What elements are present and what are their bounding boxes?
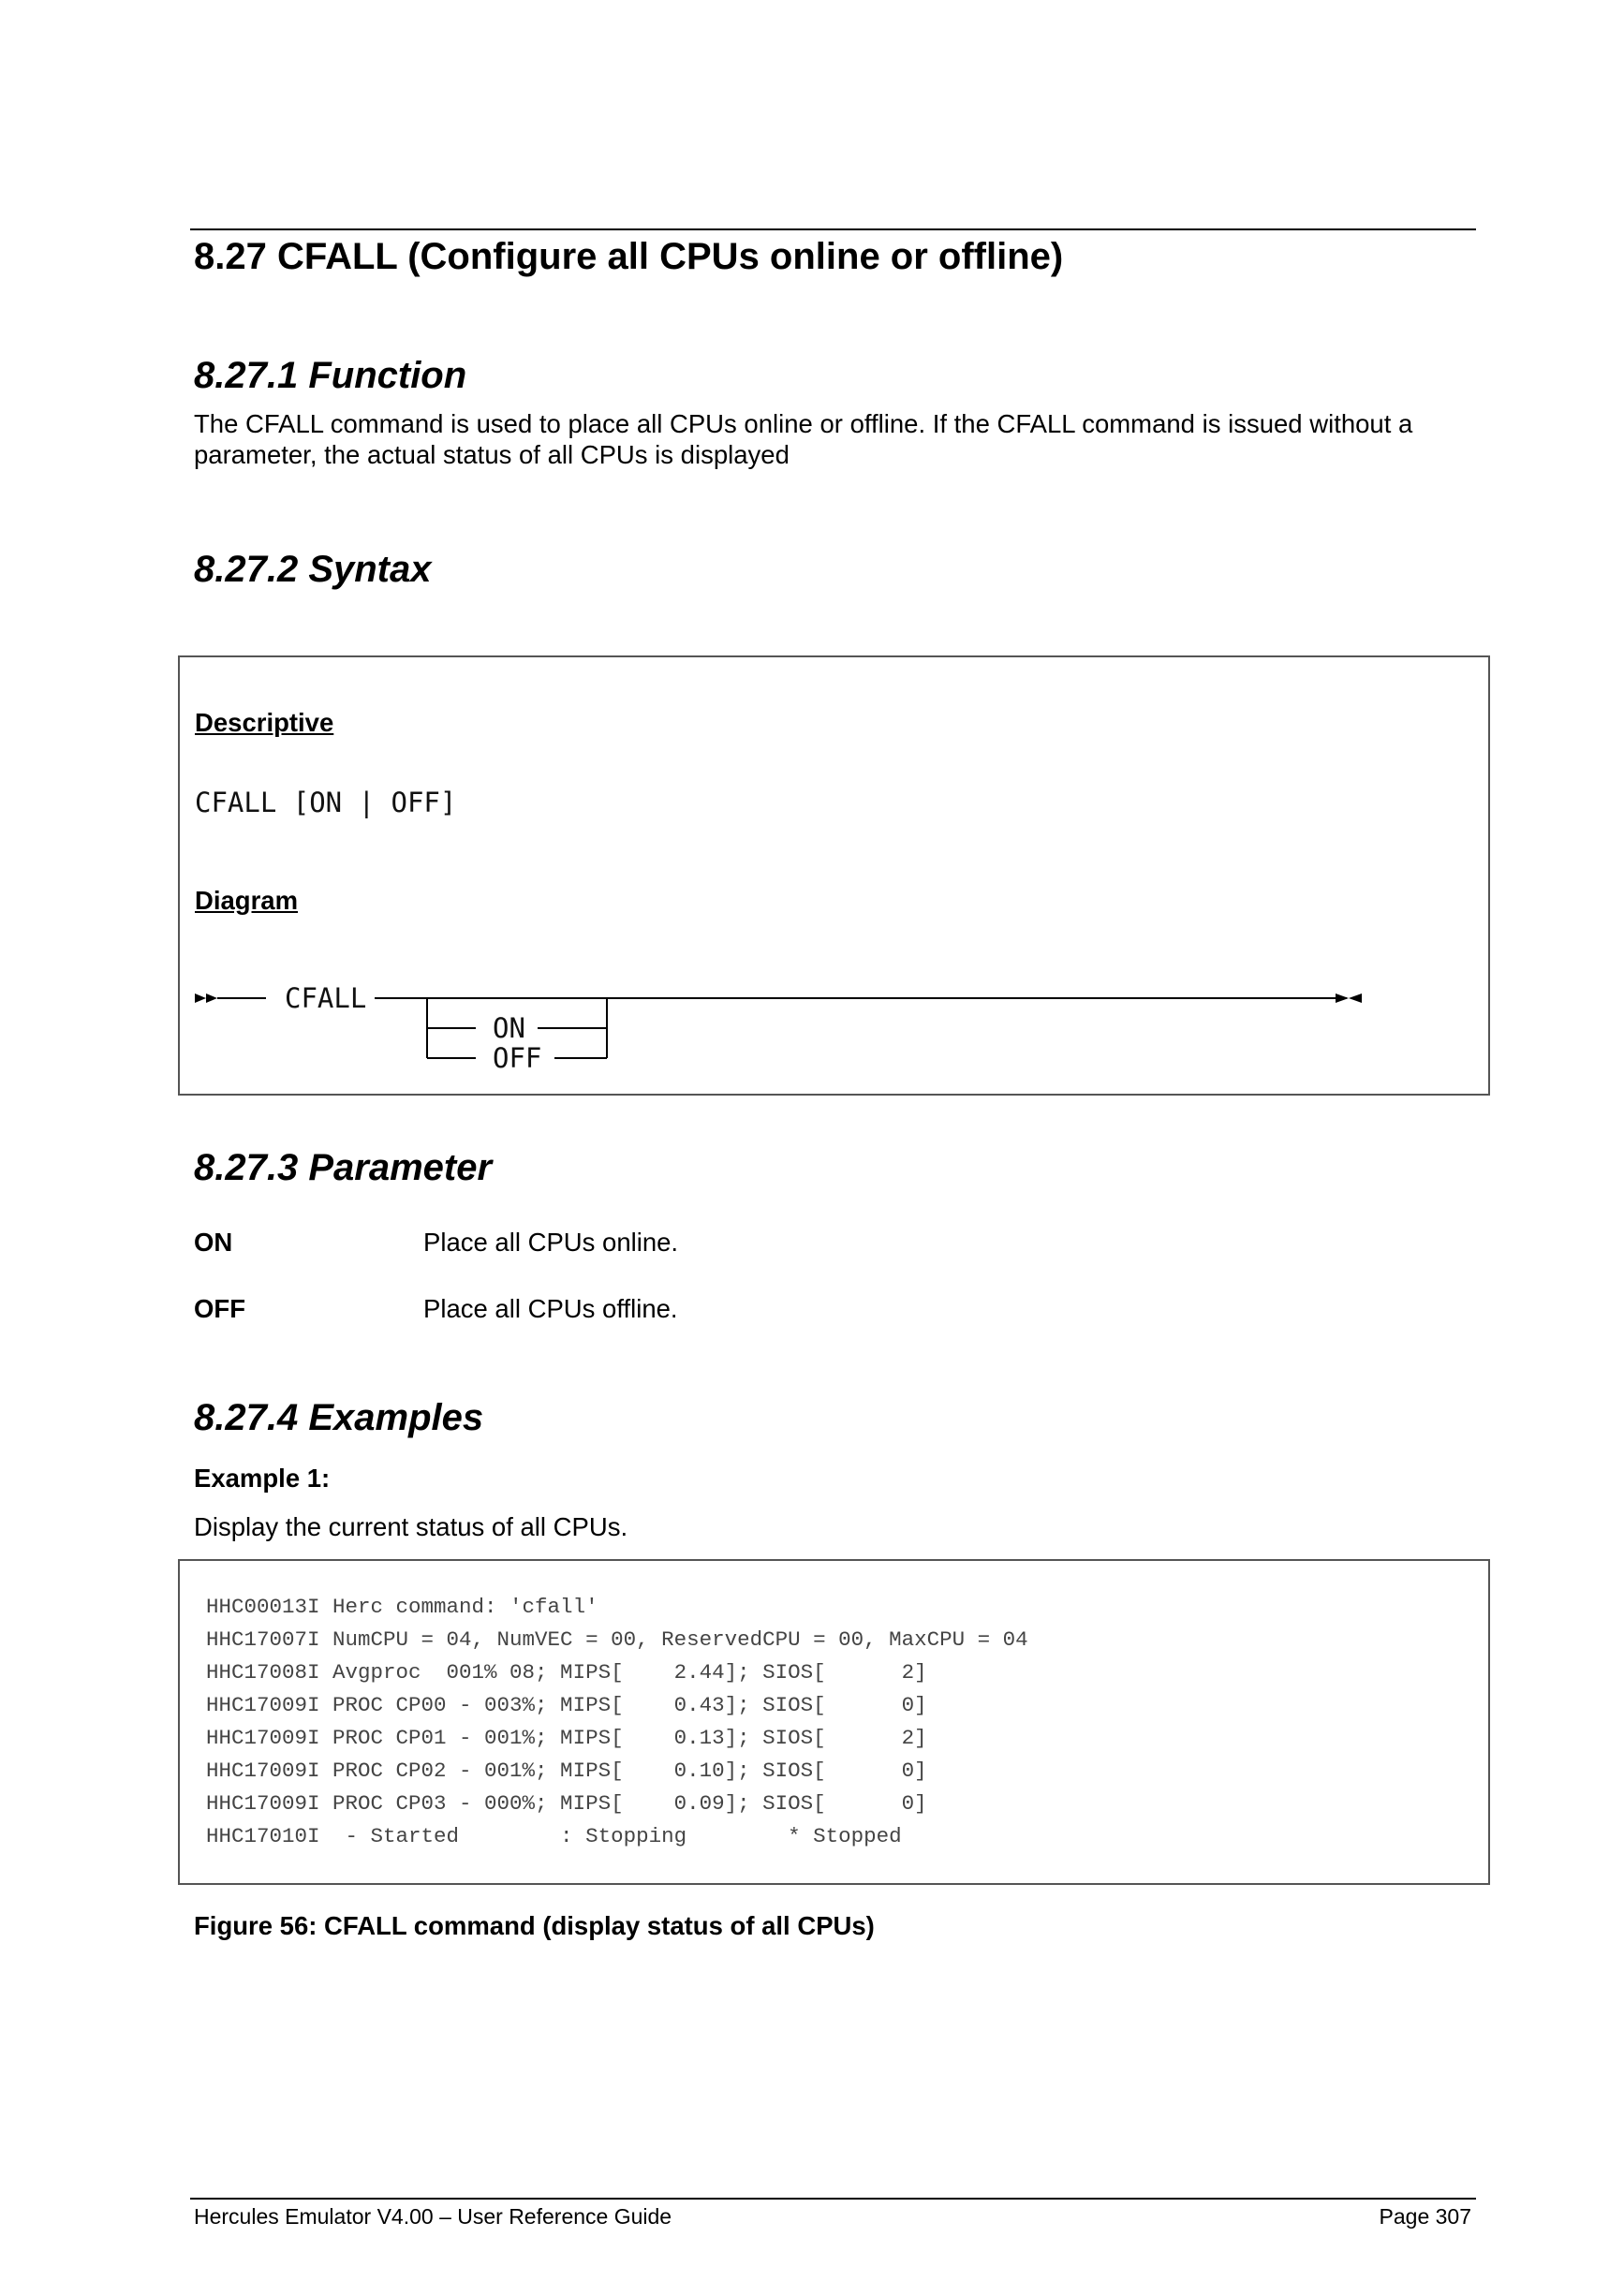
- examples-heading: 8.27.4 Examples: [194, 1397, 484, 1438]
- syntax-heading: 8.27.2 Syntax: [194, 549, 432, 590]
- example1-label: Example 1:: [194, 1464, 331, 1493]
- end-arrow-icon: [1336, 993, 1349, 1003]
- start-arrow-icon: [195, 993, 206, 1003]
- section-title: 8.27 CFALL (Configure all CPUs online or offline): [194, 236, 1064, 277]
- console-line: HHC17008I Avgproc 001% 08; MIPS[ 2.44]; SIOS[ 2]: [206, 1660, 927, 1685]
- function-text: The CFALL command is used to place all CPUs online or offline. If the CFALL command is issued without a parameter, the actual status of all CPUs is displayed: [194, 409, 1413, 469]
- function-heading: 8.27.1 Function: [194, 355, 467, 396]
- diagram-option-off: OFF: [493, 1042, 542, 1074]
- parameter-on-description: Place all CPUs online.: [423, 1228, 679, 1257]
- parameter-on-name: ON: [194, 1228, 233, 1257]
- console-line: HHC17009I PROC CP03 - 000%; MIPS[ 0.09]; SIOS[ 0]: [206, 1791, 927, 1816]
- console-line: HHC17010I - Started : Stopping * Stopped: [206, 1824, 902, 1848]
- page-number: Page 307: [1379, 2204, 1471, 2229]
- diagram-command: CFALL: [285, 982, 367, 1014]
- console-line: HHC17009I PROC CP02 - 001%; MIPS[ 0.10]; SIOS[ 0]: [206, 1759, 927, 1783]
- descriptive-syntax: CFALL [ON | OFF]: [195, 787, 457, 818]
- parameter-off-description: Place all CPUs offline.: [423, 1294, 678, 1323]
- console-line: HHC17007I NumCPU = 04, NumVEC = 00, ReservedCPU = 00, MaxCPU = 04: [206, 1627, 1028, 1652]
- footer-rule: [190, 2198, 1476, 2200]
- example1-text: Display the current status of all CPUs.: [194, 1512, 628, 1541]
- console-line: HHC17009I PROC CP00 - 003%; MIPS[ 0.43]; SIOS[ 0]: [206, 1693, 927, 1717]
- console-output-box: [178, 1559, 1490, 1885]
- console-line: HHC17009I PROC CP01 - 001%; MIPS[ 0.13]; SIOS[ 2]: [206, 1726, 927, 1750]
- diagram-label: Diagram: [195, 886, 299, 915]
- footer-title: Hercules Emulator V4.00 – User Reference Guide: [194, 2204, 672, 2229]
- descriptive-label: Descriptive: [195, 708, 334, 737]
- syntax-box: [178, 655, 1490, 1096]
- figure-caption: Figure 56: CFALL command (display status of all CPUs): [194, 1911, 875, 1940]
- syntax-railroad-diagram: [180, 953, 1454, 1075]
- parameter-heading: 8.27.3 Parameter: [194, 1147, 493, 1188]
- header-rule: [190, 228, 1476, 230]
- parameter-off-name: OFF: [194, 1294, 245, 1323]
- console-line: HHC00013I Herc command: 'cfall': [206, 1595, 598, 1619]
- diagram-option-on: ON: [493, 1012, 525, 1044]
